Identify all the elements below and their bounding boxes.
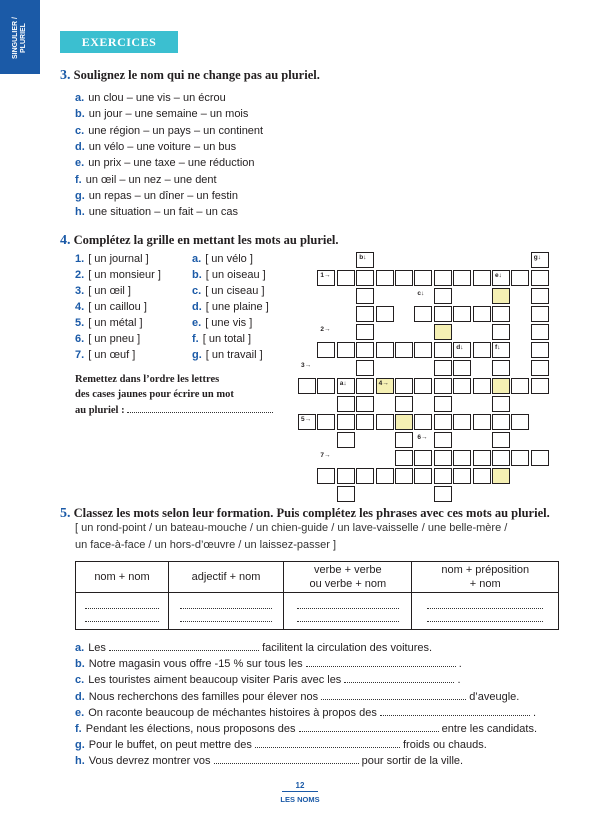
crossword-cell[interactable]: [434, 450, 452, 466]
header-line-1: nom + nom: [94, 571, 150, 583]
crossword-cell[interactable]: [434, 486, 452, 502]
fill-in-sentence: [75, 753, 463, 767]
fill-in-sentence: [75, 640, 432, 654]
sentence-start: Les touristes aiment beaucoup visiter Paris avec les: [88, 674, 342, 687]
crossword-cell[interactable]: [395, 450, 413, 466]
note-line-1: Remettez dans l’ordre les lettres: [75, 374, 220, 385]
item-letter: a.: [75, 92, 85, 104]
crossword-cell[interactable]: [376, 306, 394, 322]
crossword-cell[interactable]: [473, 306, 491, 322]
singular-word-lettered: [192, 252, 253, 266]
exercise-4-number: 4.: [60, 233, 71, 248]
singular-word-numbered: [75, 332, 140, 346]
crossword-cell[interactable]: [531, 270, 549, 286]
crossword-cell[interactable]: [453, 270, 471, 286]
crossword-cell[interactable]: [453, 414, 471, 430]
sentence-letter: b.: [75, 658, 85, 671]
word-number: 3.: [75, 285, 85, 297]
table-header-cell: [168, 562, 283, 593]
word-text: [ un œil ]: [88, 285, 131, 297]
sentence-blank[interactable]: [299, 721, 439, 732]
crossword-cell[interactable]: [511, 378, 529, 394]
crossword-cell[interactable]: [434, 360, 452, 376]
note-line-2: des cases jaunes pour écrire un mot: [75, 389, 234, 400]
crossword-cell[interactable]: [395, 270, 413, 286]
crossword-cell[interactable]: [473, 414, 491, 430]
crossword-cell[interactable]: [414, 414, 432, 430]
item-text: un clou – une vis – un écrou: [88, 92, 226, 104]
sentence-end: pour sortir de la ville.: [361, 755, 464, 768]
crossword-cell[interactable]: [414, 306, 432, 322]
word-letter: f.: [192, 333, 199, 345]
singular-word-lettered: [192, 268, 266, 282]
crossword-cell[interactable]: [473, 468, 491, 484]
crossword-cell[interactable]: [511, 270, 529, 286]
fill-in-sentence: [75, 721, 537, 735]
crossword-cell[interactable]: [473, 270, 491, 286]
sentence-letter: d.: [75, 690, 85, 703]
crossword-cell[interactable]: [317, 414, 335, 430]
word-number: 2.: [75, 269, 85, 281]
singular-word-numbered: [75, 316, 143, 330]
exercise-3-number: 3.: [60, 68, 71, 83]
crossword-cell[interactable]: [395, 468, 413, 484]
word-number: 4.: [75, 301, 85, 313]
singular-word-lettered: [192, 348, 263, 362]
crossword-cell[interactable]: [356, 378, 374, 394]
crossword-cell[interactable]: [453, 360, 471, 376]
singular-word-numbered: [75, 348, 135, 362]
fill-in-sentence: [75, 656, 462, 670]
sentence-start: Vous devrez montrer vos: [88, 755, 211, 768]
crossword-cell[interactable]: [337, 270, 355, 286]
crossword-cell[interactable]: [414, 270, 432, 286]
sentence-blank[interactable]: [321, 689, 466, 700]
word-bank: [75, 520, 565, 554]
crossword-cell[interactable]: [453, 468, 471, 484]
sentence-letter: a.: [75, 642, 85, 654]
crossword-cell[interactable]: [395, 342, 413, 358]
crossword-cell[interactable]: [492, 378, 510, 394]
answer-word-blank[interactable]: [127, 402, 273, 413]
sentence-start: On raconte beaucoup de méchantes histoires à propos des: [88, 706, 377, 719]
word-number: 6.: [75, 333, 85, 345]
singular-word-lettered: [192, 300, 269, 314]
crossword-cell[interactable]: [337, 432, 355, 448]
crossword-cell[interactable]: [356, 360, 374, 376]
exercise-3-title: [60, 68, 320, 84]
sentence-letter: c.: [75, 674, 85, 687]
crossword-cell[interactable]: [356, 468, 374, 484]
classification-table: [75, 561, 559, 630]
word-letter: a.: [192, 253, 202, 265]
word-text: [ un monsieur ]: [88, 269, 161, 281]
item-text: un repas – un dîner – un festin: [88, 189, 238, 202]
sentence-letter: e.: [75, 706, 85, 719]
crossword-cell[interactable]: [356, 288, 374, 304]
sentence-letter: f.: [75, 723, 82, 735]
crossword-clue-label: c↓: [417, 290, 425, 297]
crossword-cell[interactable]: [434, 378, 452, 394]
header-line-2: + nom: [469, 578, 501, 590]
item-text: un prix – une taxe – une réduction: [88, 157, 255, 170]
singular-word-lettered: [192, 316, 252, 330]
crossword-cell[interactable]: [453, 306, 471, 322]
crossword-cell[interactable]: [531, 450, 549, 466]
answer-blank[interactable]: [297, 613, 399, 622]
crossword-cell[interactable]: [492, 432, 510, 448]
word-number: 5.: [75, 317, 85, 329]
sentence-letter: g.: [75, 739, 85, 752]
crossword-cell[interactable]: [492, 288, 510, 304]
crossword-cell[interactable]: [298, 378, 316, 394]
crossword-cell[interactable]: [414, 468, 432, 484]
item-text: une région – un pays – un continent: [88, 124, 264, 137]
sentence-letter: h.: [75, 755, 85, 768]
crossword-cell[interactable]: [434, 288, 452, 304]
crossword-cell[interactable]: [473, 378, 491, 394]
header-line-2: ou verbe + nom: [309, 578, 387, 590]
word-text: [ un pneu ]: [88, 333, 141, 345]
crossword-cell[interactable]: [434, 468, 452, 484]
crossword-clue-label: b↓: [359, 254, 367, 261]
sentence-end: entre les candidats.: [441, 723, 538, 735]
sentence-end: .: [458, 658, 462, 671]
word-number: 7.: [75, 349, 85, 361]
word-letter: c.: [192, 285, 202, 297]
word-text: [ un vélo ]: [205, 253, 253, 265]
crossword-cell[interactable]: [434, 306, 452, 322]
crossword-clue-label: 1→: [320, 272, 331, 279]
item-letter: g.: [75, 189, 85, 202]
exercise-4-instruction: Complétez la grille en mettant les mots au pluriel.: [73, 233, 339, 247]
crossword-cell[interactable]: [531, 324, 549, 340]
page-number: 12: [295, 781, 305, 790]
sentence-blank[interactable]: [255, 737, 400, 748]
exercise-3-item[interactable]: [75, 107, 248, 121]
crossword-cell[interactable]: [473, 450, 491, 466]
word-letter: e.: [192, 317, 202, 329]
crossword-cell[interactable]: [395, 378, 413, 394]
sentence-start: Pendant les élections, nous proposons des: [85, 723, 296, 735]
word-letter: g.: [192, 349, 202, 361]
exercise-3-item[interactable]: [75, 189, 238, 203]
crossword-cell[interactable]: [317, 342, 335, 358]
crossword-cell[interactable]: [492, 450, 510, 466]
crossword-cell[interactable]: [356, 270, 374, 286]
exercise-3-item[interactable]: [75, 205, 238, 219]
sentence-start: Nous recherchons des familles pour élever nos: [88, 690, 319, 703]
table-header-cell: [76, 562, 169, 593]
sentence-start: Pour le buffet, on peut mettre des: [88, 739, 252, 752]
table-header-cell: [284, 562, 412, 593]
item-letter: e.: [75, 157, 85, 170]
crossword-cell[interactable]: [434, 342, 452, 358]
word-text: [ une plaine ]: [205, 301, 269, 313]
crossword-cell[interactable]: [414, 378, 432, 394]
crossword-cell[interactable]: [376, 342, 394, 358]
crossword-cell[interactable]: [337, 468, 355, 484]
footer-divider: [282, 791, 318, 792]
crossword-clue-label: 2→: [320, 326, 331, 333]
crossword-clue-label: 5→: [301, 416, 312, 423]
word-text: [ un caillou ]: [88, 301, 147, 313]
chapter-side-tab: [0, 0, 40, 74]
note-line-3: au pluriel :: [75, 405, 125, 416]
crossword-cell[interactable]: [531, 360, 549, 376]
sentence-end: .: [532, 706, 537, 719]
crossword-cell[interactable]: [492, 324, 510, 340]
crossword-cell[interactable]: [473, 342, 491, 358]
crossword-clue-label: a↓: [339, 380, 347, 387]
exercise-3-item[interactable]: [75, 124, 263, 138]
word-number: 1.: [75, 253, 85, 265]
crossword-clue-label: 4→: [378, 380, 389, 387]
crossword-cell[interactable]: [492, 468, 510, 484]
item-text: une situation – un fait – un cas: [88, 206, 238, 219]
crossword-cell[interactable]: [395, 432, 413, 448]
table-answer-cell[interactable]: [76, 593, 169, 630]
sentence-start: Notre magasin vous offre -15 % sur tous les: [88, 658, 303, 671]
crossword-cell[interactable]: [317, 468, 335, 484]
crossword-cell[interactable]: [337, 486, 355, 502]
fill-in-sentence: [75, 672, 461, 686]
crossword-cell[interactable]: [337, 414, 355, 430]
crossword-clue-label: e↓: [495, 272, 502, 279]
crossword-cell[interactable]: [531, 306, 549, 322]
singular-word-numbered: [75, 284, 131, 298]
fill-in-sentence: [75, 737, 487, 751]
crossword-clue-label: f↓: [495, 344, 501, 351]
singular-word-numbered: [75, 268, 161, 282]
crossword-cell[interactable]: [376, 270, 394, 286]
word-text: [ une vis ]: [205, 317, 253, 329]
crossword-cell[interactable]: [531, 342, 549, 358]
crossword-cell[interactable]: [337, 396, 355, 412]
word-text: [ un oiseau ]: [205, 269, 266, 281]
answer-blank[interactable]: [180, 613, 271, 622]
item-letter: h.: [75, 206, 85, 219]
item-text: un jour – une semaine – un mois: [88, 108, 249, 121]
sentence-end: facilitent la circulation des voitures.: [262, 642, 433, 654]
fill-in-sentence: [75, 689, 519, 703]
singular-word-lettered: [192, 284, 265, 298]
item-letter: d.: [75, 140, 85, 153]
crossword-cell[interactable]: [492, 306, 510, 322]
crossword-cell[interactable]: [511, 414, 529, 430]
exercise-3-item[interactable]: [75, 140, 236, 154]
crossword-cell[interactable]: [414, 342, 432, 358]
answer-blank[interactable]: [427, 600, 543, 609]
crossword-cell[interactable]: [531, 288, 549, 304]
exercises-banner: EXERCICES: [60, 31, 178, 53]
answer-blank[interactable]: [297, 600, 399, 609]
crossword-cell[interactable]: [434, 270, 452, 286]
crossword-cell[interactable]: [376, 468, 394, 484]
exercise-3-item[interactable]: [75, 156, 255, 170]
sentence-end: froids ou chauds.: [402, 739, 487, 752]
crossword-cell[interactable]: [337, 342, 355, 358]
sentence-end: d’aveugle.: [469, 690, 520, 703]
crossword-cell[interactable]: [434, 324, 452, 340]
crossword-cell[interactable]: [492, 360, 510, 376]
exercise-4-title: [60, 233, 339, 249]
word-text: [ un journal ]: [88, 253, 149, 265]
header-line-1: verbe + verbe: [314, 564, 382, 576]
word-text: [ un métal ]: [88, 317, 143, 329]
crossword-cell[interactable]: [434, 396, 452, 412]
sentence-blank[interactable]: [380, 705, 530, 716]
item-letter: f.: [75, 173, 82, 186]
singular-word-numbered: [75, 252, 149, 266]
crossword-cell[interactable]: [434, 432, 452, 448]
word-text: [ un œuf ]: [88, 349, 136, 361]
word-bank-line-1: [ un rond-point / un bateau-mouche / un chien-guide / un lave-vaisselle / une belle-mère /: [75, 522, 508, 534]
footer-section-label: LES NOMS: [280, 795, 320, 804]
crossword-cell[interactable]: [492, 396, 510, 412]
crossword-cell[interactable]: [511, 450, 529, 466]
crossword-cell[interactable]: [356, 324, 374, 340]
crossword-cell[interactable]: [453, 450, 471, 466]
fill-in-sentence: [75, 705, 536, 719]
answer-blank[interactable]: [427, 613, 543, 622]
crossword-clue-label: 3→: [301, 362, 312, 369]
crossword-cell[interactable]: [414, 450, 432, 466]
answer-blank[interactable]: [85, 600, 159, 609]
word-text: [ un total ]: [202, 333, 252, 345]
item-letter: c.: [75, 124, 85, 137]
table-answer-cell[interactable]: [284, 593, 412, 630]
item-letter: b.: [75, 108, 85, 121]
word-text: [ un ciseau ]: [205, 285, 265, 297]
crossword-cell[interactable]: [356, 414, 374, 430]
crossword-cell[interactable]: [317, 378, 335, 394]
table-header-cell: [412, 562, 559, 593]
header-line-1: adjectif + nom: [191, 571, 261, 583]
crossword-clue-label: g↓: [533, 254, 542, 261]
word-letter: b.: [192, 269, 202, 281]
crossword-cell[interactable]: [492, 414, 510, 430]
crossword-cell[interactable]: [531, 378, 549, 394]
crossword-cell[interactable]: [395, 396, 413, 412]
table-answer-cell[interactable]: [412, 593, 559, 630]
crossword-cell[interactable]: [356, 306, 374, 322]
crossword-cell[interactable]: [376, 414, 394, 430]
singular-word-numbered: [75, 300, 147, 314]
sentence-blank[interactable]: [214, 753, 359, 764]
header-line-1: nom + préposition: [441, 564, 530, 576]
answer-blank[interactable]: [85, 613, 159, 622]
crossword-cell[interactable]: [453, 378, 471, 394]
crossword-cell[interactable]: [356, 396, 374, 412]
crossword-cell[interactable]: [434, 414, 452, 430]
crossword-cell[interactable]: [395, 414, 413, 430]
word-bank-line-2: un face-à-face / un hors-d’œuvre / un laissez-passer ]: [75, 539, 337, 551]
sentence-end: .: [457, 674, 461, 687]
exercise-3-item[interactable]: [75, 91, 226, 105]
exercise-5-number: 5.: [60, 506, 71, 521]
crossword-cell[interactable]: [356, 342, 374, 358]
crossword-clue-label: 7→: [320, 452, 331, 459]
exercise-3-instruction: Soulignez le nom qui ne change pas au pluriel.: [73, 68, 320, 82]
word-text: [ un travail ]: [205, 349, 263, 361]
exercise-3-item[interactable]: [75, 173, 217, 187]
exercise-5-instruction: Classez les mots selon leur formation. Puis complétez les phrases avec ces mots au pluriel.: [73, 506, 550, 520]
exercise-4-note: [75, 372, 273, 418]
sentence-blank[interactable]: [344, 672, 454, 683]
sentence-blank[interactable]: [306, 656, 456, 667]
singular-word-lettered: [192, 332, 251, 346]
sentence-blank[interactable]: [109, 640, 259, 651]
word-letter: d.: [192, 301, 202, 313]
table-answer-cell[interactable]: [168, 593, 283, 630]
item-text: un vélo – une voiture – un bus: [88, 140, 237, 153]
answer-blank[interactable]: [180, 600, 271, 609]
item-text: un œil – un nez – une dent: [85, 173, 217, 186]
sentence-start: Les: [88, 642, 106, 654]
chapter-side-tab-label: SINGULIER / PLURIEL: [12, 17, 27, 60]
crossword-clue-label: 6→: [417, 434, 428, 441]
crossword-clue-label: d↓: [456, 344, 464, 351]
